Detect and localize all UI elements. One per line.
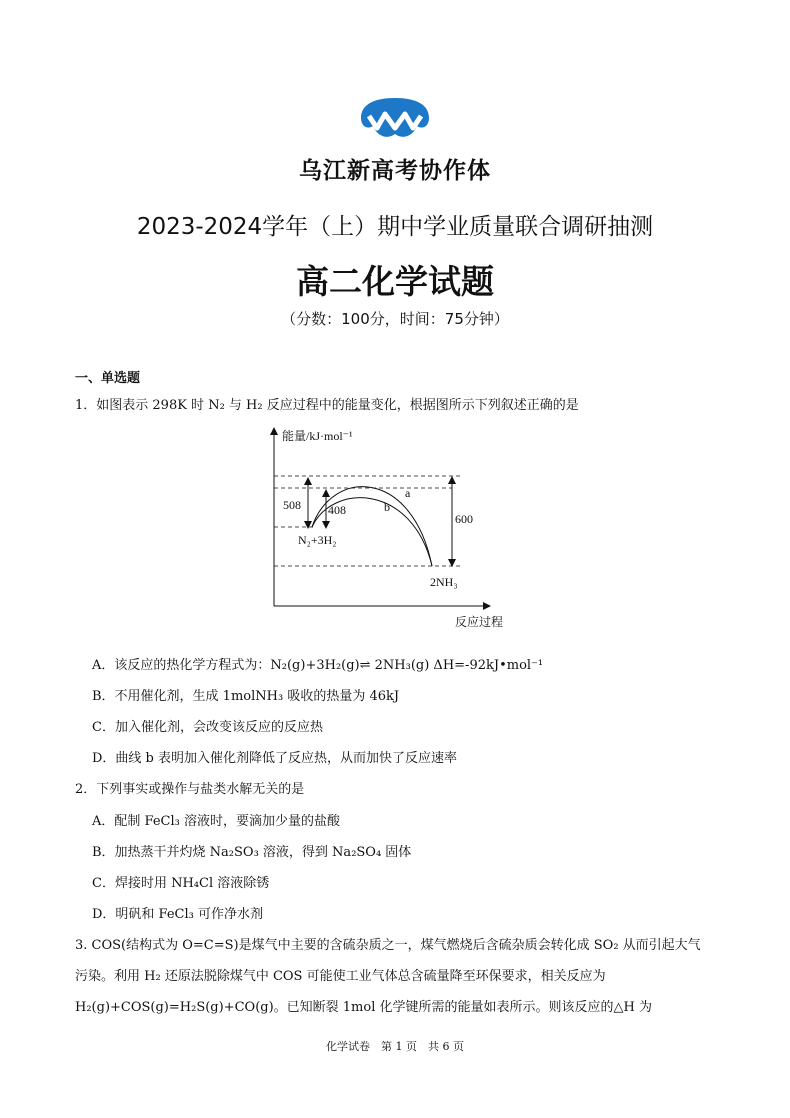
q2-option-d: D．明矾和 FeCl₃ 可作净水剂 xyxy=(92,907,264,922)
q2-stem: 2．下列事实或操作与盐类水解无关的是 xyxy=(75,782,305,797)
label-curve-a: a xyxy=(405,486,411,500)
label-reactants: N₂+3H₂ xyxy=(298,533,337,547)
q1-option-c: C．加入催化剂，会改变该反应的反应热 xyxy=(92,720,323,735)
label-curve-b: b xyxy=(384,500,390,514)
label-508: 508 xyxy=(283,498,301,512)
q1-stem: 1．如图表示 298K 时 N₂ 与 H₂ 反应过程中的能量变化，根据图所示下列叙述正确的是 xyxy=(75,398,579,413)
energy-diagram xyxy=(262,423,522,633)
page-footer: 化学试卷 第 1 页 共 6 页 xyxy=(326,1040,464,1053)
q1-option-d: D．曲线 b 表明加入催化剂降低了反应热，从而加快了反应速率 xyxy=(92,751,458,766)
section-heading: 一、单选题 xyxy=(75,371,141,386)
q1-option-a: A．该反应的热化学方程式为：N₂(g)+3H₂(g)⇌ 2NH₃(g) ΔH=-92kJ•mol⁻¹ xyxy=(92,658,544,673)
x-axis-label: 反应过程 xyxy=(455,615,504,629)
y-axis-label: 能量/kJ·mol⁻¹ xyxy=(282,429,353,443)
label-408: 408 xyxy=(328,503,346,517)
q1-option-b: B．不用催化剂，生成 1molNH₃ 吸收的热量为 46kJ xyxy=(92,689,400,704)
exam-title: 2023-2024学年（上）期中学业质量联合调研抽测 xyxy=(136,214,654,240)
q2-option-a: A．配制 FeCl₃ 溶液时，要滴加少量的盐酸 xyxy=(92,814,340,829)
q3-line-1: 3. COS(结构式为 O=C=S)是煤气中主要的含硫杂质之一，煤气燃烧后含硫杂质会转化成 SO₂ 从而引起大气 xyxy=(75,938,701,953)
q3-line-3: H₂(g)+COS(g)=H₂S(g)+CO(g)。已知断裂 1mol 化学键所需的能量如表所示。则该反应的△H 为 xyxy=(75,1000,652,1015)
subject-title: 高二化学试题 xyxy=(296,262,494,301)
q2-option-b: B．加热蒸干并灼烧 Na₂SO₃ 溶液，得到 Na₂SO₄ 固体 xyxy=(92,845,412,860)
q3-line-2: 污染。利用 H₂ 还原法脱除煤气中 COS 可能使工业气体总含硫量降至环保要求，相关反应为 xyxy=(75,969,606,984)
logo-icon xyxy=(355,96,435,146)
q2-option-c: C．焊接时用 NH₄Cl 溶液除锈 xyxy=(92,876,270,891)
label-products: 2NH₃ xyxy=(430,575,458,589)
label-600: 600 xyxy=(455,512,473,526)
logo-text: 乌江新高考协作体 xyxy=(299,158,491,184)
exam-meta: （分数：100分，时间：75分钟） xyxy=(281,310,509,328)
